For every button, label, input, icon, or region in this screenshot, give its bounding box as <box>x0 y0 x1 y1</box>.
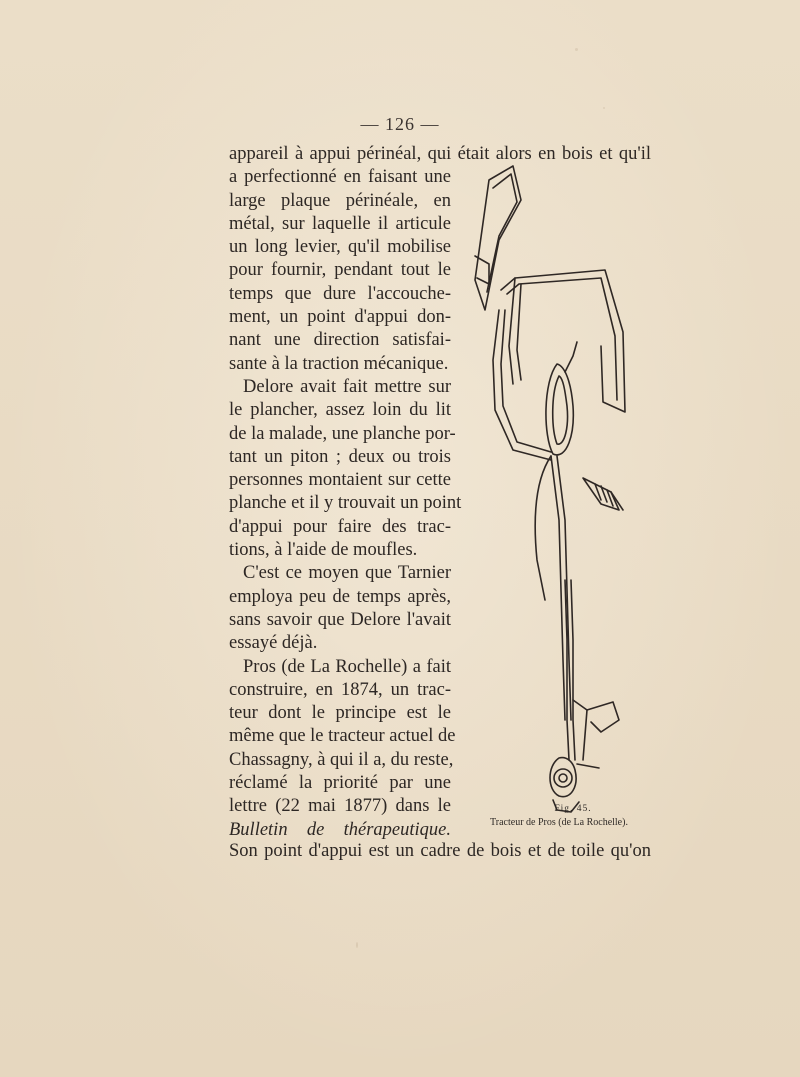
text-line: métal, sur laquelle il articule <box>229 213 451 234</box>
paper-spot <box>575 48 578 51</box>
text-line: pour fournir, pendant tout le <box>229 260 451 281</box>
text-line: temps que dure l'accouche- <box>229 283 451 304</box>
paper-spot <box>603 107 605 109</box>
text-line: sans savoir que Delore l'avait <box>229 609 451 630</box>
obstetric-tractor-illustration <box>455 160 655 820</box>
text-line: planche et il y trouvait un point <box>229 493 462 514</box>
text-line: employa peu de temps après, <box>229 586 451 607</box>
text-line: Son point d'appui est un cadre de bois et de toile qu'on <box>229 841 651 861</box>
paper-spot <box>356 942 358 948</box>
figure-title: Tracteur de Pros (de La Rochelle). <box>490 817 628 828</box>
text-line: construire, en 1874, un trac- <box>229 679 451 700</box>
text-line: nant une direction satisfai- <box>229 330 451 351</box>
figure-illustration <box>455 160 655 820</box>
figure-label: Fig. 45. <box>554 804 592 814</box>
text-line: ment, un point d'appui don- <box>229 307 451 328</box>
text-line: personnes montaient sur cette <box>229 470 451 491</box>
text-line: tions, à l'aide de moufles. <box>229 540 418 561</box>
text-line: le plancher, assez loin du lit <box>229 400 451 421</box>
text-line: a perfectionné en faisant une <box>229 167 451 188</box>
text-line: un long levier, qu'il mobilise <box>229 237 451 258</box>
text-line: sante à la traction mécanique. <box>229 353 449 374</box>
text-line: Delore avait fait mettre sur <box>243 376 451 397</box>
text-line: tant un piton ; deux ou trois <box>229 446 451 467</box>
text-line: d'appui pour faire des trac- <box>229 516 451 537</box>
text-line: appareil à appui périnéal, qui était alors en bois et qu'il <box>229 144 651 164</box>
text-line: essayé déjà. <box>229 633 318 654</box>
text-line: Bulletin de thérapeutique. <box>229 819 451 840</box>
text-line: réclamé la priorité par une <box>229 773 451 794</box>
text-line: de la malade, une planche por- <box>229 423 456 444</box>
text-line: large plaque périnéale, en <box>229 190 451 211</box>
text-line: teur dont le principe est le <box>229 703 451 724</box>
text-line: Pros (de La Rochelle) a fait <box>243 656 451 677</box>
text-line: lettre (22 mai 1877) dans le <box>229 796 451 817</box>
text-line: C'est ce moyen que Tarnier <box>243 563 451 584</box>
figure-caption <box>464 803 654 829</box>
text-line: Chassagny, à qui il a, du reste, <box>229 749 454 770</box>
page-number: — 126 — <box>360 114 440 134</box>
text-line: même que le tracteur actuel de <box>229 726 456 747</box>
